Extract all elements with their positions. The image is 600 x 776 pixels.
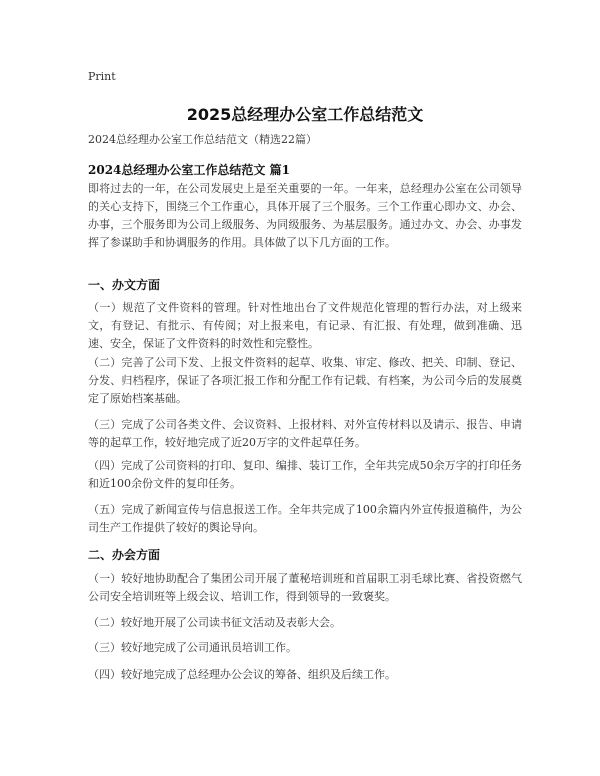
paragraph-meetings-4: （四）较好地完成了总经理办公会议的筹备、组织及后续工作。 [88, 668, 396, 681]
document-title: 2025总经理办公室工作总结范文 [186, 105, 424, 124]
paragraph-meetings-1: （一）较好地协助配合了集团公司开展了董秘培训班和首届职工羽毛球比赛、省投资燃气公司安全培训班等上级会议、培训工作，得到领导的一致褒奖。 [88, 572, 522, 603]
paragraph-docs-1: （一）规范了文件资料的管理。针对性地出台了文件规范化管理的暂行办法，对上级来文，有登记、有批示、有传阅；对上报来电，有记录、有汇报、有处理，做到准确、迅速、安全，保证了文件资料的时效性和完整性。 [88, 301, 522, 350]
paragraph-meetings-2: （二）较好地开展了公司读书征文活动及表彰大会。 [88, 616, 341, 629]
paragraph-docs-5: （五）完成了新闻宣传与信息报送工作。全年共完成了100余篇内外宣传报道稿件，为公司生产工作提供了较好的舆论导向。 [88, 503, 522, 534]
print-link[interactable]: Print [88, 70, 116, 83]
heading-meetings: 二、办会方面 [88, 548, 161, 562]
paragraph-docs-3: （三）完成了公司各类文件、会议资料、上报材料、对外宣传材料以及请示、报告、申请等的起草工作，较好地完成了近20万字的文件起草任务。 [88, 418, 522, 449]
paragraph-meetings-3: （三）较好地完成了公司通讯员培训工作。 [88, 641, 297, 654]
paragraph-docs-2: （二）完善了公司下发、上报文件资料的起草、收集、审定、修改、把关、印制、登记、分发、归档程序，保证了各项汇报工作和分配工作有记载、有档案，为公司今后的发展奠定了原始档案基础。 [88, 356, 522, 405]
document-subtitle: 2024总经理办公室工作总结范文（精选22篇） [88, 133, 317, 146]
intro-paragraph: 即将过去的一年，在公司发展史上是至关重要的一年。一年来，总经理办公室在公司领导的关心支持下，围绕三个工作重心，具体开展了三个服务。三个工作重心即办文、办会、办事，三个服务即为公司上级服务、为同级服务、为基层服务。通过办文、办会、办事发挥了参谋助手和协调服务的作用。具体做了以下几方面的工作。 [88, 182, 522, 249]
heading-office-docs: 一、办文方面 [88, 278, 161, 292]
paragraph-docs-4: （四）完成了公司资料的打印、复印、编排、装订工作，全年共完成50余万字的打印任务和近100余份文件的复印任务。 [88, 459, 522, 490]
section-title: 2024总经理办公室工作总结范文 篇1 [88, 163, 290, 177]
